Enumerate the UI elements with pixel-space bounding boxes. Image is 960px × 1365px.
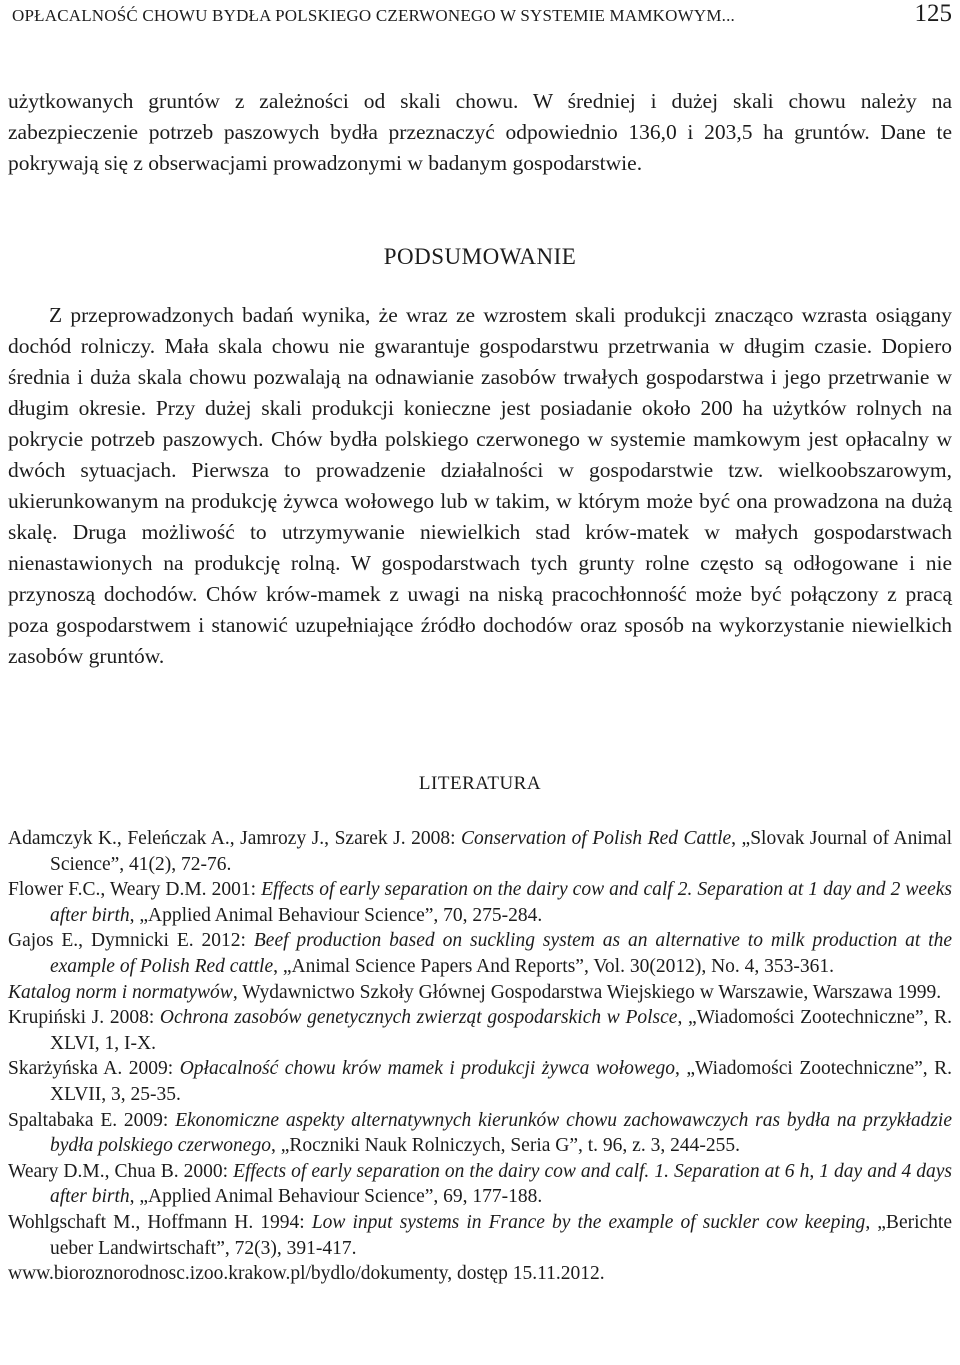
reference-title: Ochrona zasobów genetycznych zwierząt gospodarskich w Polsce — [159, 1007, 678, 1029]
reference-source: , „Animal Science Papers And Reports”, Vol. 30(2012), No. 4, 353-361. — [273, 955, 835, 977]
reference-source: , „Wiadomości Zootechniczne”, R. XLVII, 3, 25-35. — [50, 1058, 953, 1105]
reference-authors: Skarżyńska A. 2009: — [8, 1058, 180, 1080]
intro-paragraph: użytkowanych gruntów z zależności od skali chowu. W średniej i dużej skali chowu należy na zabezpieczenie potrzeb paszowych bydła przeznaczyć odpowiednio 136,0 i 203,5 ha gruntów. Dane te pokrywają się z obserwacjami prowadzonymi w badanym gospodarstwie. — [8, 89, 952, 175]
summary-heading: PODSUMOWANIE — [383, 244, 577, 269]
reference-item — [8, 1210, 952, 1261]
reference-authors: Adamczyk K., Feleńczak A., Jamrozy J., Szarek J. 2008: — [8, 828, 462, 849]
page-number: 125 — [914, 0, 952, 27]
reference-source: , „Berichte ueber Landwirtschaft”, 72(3), 391-417. — [50, 1211, 952, 1259]
reference-authors: Flower F.C., Weary D.M. 2001: — [8, 879, 262, 901]
reference-title: Katalog norm i normatywów — [8, 981, 233, 1003]
reference-authors: Wohlgschaft M., Hoffmann H. 1994: — [8, 1211, 312, 1233]
reference-source: , „Applied Animal Behaviour Science”, 70, 275-284. — [129, 904, 543, 926]
reference-source: , „Slovak Journal of Animal Science”, 41(2), 72-76. — [50, 828, 952, 875]
reference-title: Conservation of Polish Red Cattle — [461, 828, 732, 849]
reference-item — [8, 1261, 952, 1287]
reference-title: Effects of early separation on the dairy cow and calf. 1. Separation at 6 h, 1 day and 4 days after birth — [50, 1160, 953, 1208]
reference-item — [8, 980, 952, 1006]
reference-item — [8, 1056, 952, 1107]
reference-title: Ekonomiczne aspekty alternatywnych kierunków chowu zachowawczych ras bydła na przykładzie bydła polskiego czerwonego — [50, 1109, 952, 1157]
reference-source: , „Roczniki Nauk Rolniczych, Seria G”, t. 96, z. 3, 244-255. — [270, 1135, 740, 1157]
reference-title: Beef production based on suckling system as an alternative to milk production at the example of Polish Red cattle — [50, 930, 952, 977]
reference-item — [8, 1159, 952, 1210]
reference-authors: Gajos E., Dymnicki E. 2012: — [8, 930, 254, 952]
reference-item — [8, 826, 952, 877]
reference-item — [8, 1005, 952, 1056]
reference-title: Effects of early separation on the dairy cow and calf 2. Separation at 1 day and 2 weeks after birth — [50, 879, 952, 926]
reference-title: Low input systems in France by the example of suckler cow keeping — [311, 1211, 866, 1233]
reference-authors: Krupiński J. 2008: — [8, 1007, 160, 1029]
reference-title: Opłacalność chowu krów mamek i produkcji żywca wołowego — [179, 1058, 676, 1080]
reference-item — [8, 928, 952, 979]
reference-item — [8, 1108, 952, 1159]
summary-paragraph: Z przeprowadzonych badań wynika, że wraz ze wzrostem skali produkcji znacząco wzrasta osiągany dochód rolniczy. Mała skala chowu nie gwarantuje gospodarstwu przetrwania w długim czasie. Dopiero średnia i duża skala chowu pozwalają na odnawianie zasobów trwałych gospodarstwa i jego przetrwanie w długim okresie. Przy dużej skali produkcji konieczne jest posiadanie około 200 ha użytków rolnych na pokrycie potrzeb paszowych. Chów bydła polskiego czerwonego w systemie mamkowym jest opłacalny w dwóch sytuacjach. Pierwsza to prowadzenie działalności w gospodarstwie tzw. wielkoobszarowym, ukierunkowanym na produkcję żywca wołowego lub w takim, w którym może być ona prowadzona na dużą skalę. Druga możliwość to utrzymywanie niewielkich stad krów-matek w małych gospodarstwach nienastawionych na produkcję rolną. W gospodarstwach tych grunty rolne często są odłogowane i nie przynoszą dochodów. Chów krów-mamek z uwagi na niską pracochłonność może być połączony z pracą poza gospodarstwem i stanowić uzupełniające źródło dochodów oraz sposób na wykorzystanie niewielkich zasobów gruntów. — [8, 303, 952, 668]
reference-authors: Spaltabaka E. 2009: — [8, 1109, 176, 1131]
running-header — [12, 0, 952, 27]
literature-heading: LITERATURA — [418, 773, 542, 794]
running-title: OPŁACALNOŚĆ CHOWU BYDŁA POLSKIEGO CZERWONEGO W SYSTEMIE MAMKOWYM... — [12, 6, 736, 25]
reference-list — [8, 826, 952, 1287]
reference-source: , „Wiadomości Zootechniczne”, R. XLVI, 1, I-X. — [50, 1007, 952, 1054]
reference-authors: www.bioroznorodnosc.izoo.krakow.pl/bydlo/dokumenty, dostęp 15.11.2012. — [8, 1263, 605, 1285]
reference-source: , „Applied Animal Behaviour Science”, 69, 177-188. — [129, 1186, 543, 1208]
reference-authors: Weary D.M., Chua B. 2000: — [8, 1160, 234, 1182]
reference-item — [8, 877, 952, 928]
reference-source: , Wydawnictwo Szkoły Głównej Gospodarstwa Wiejskiego w Warszawie, Warszawa 1999. — [232, 981, 942, 1003]
